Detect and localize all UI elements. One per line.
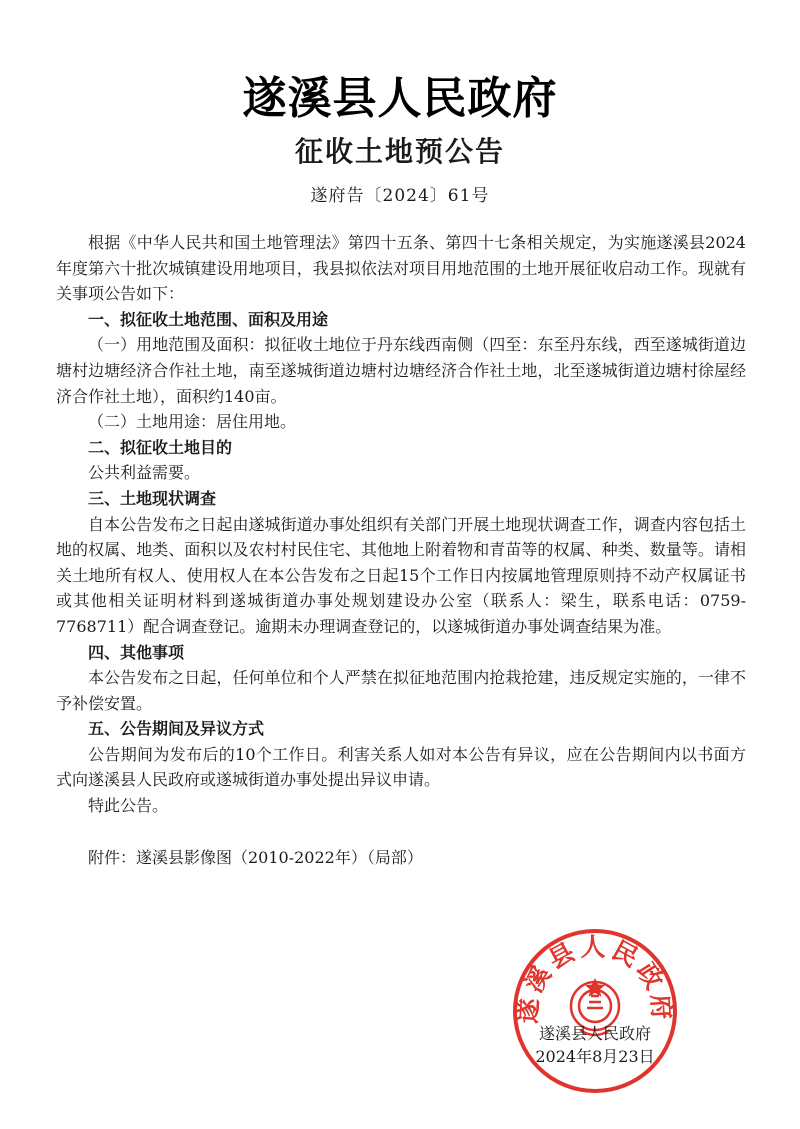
section-heading: 四、其他事项 [88, 642, 185, 662]
document-number: 遂府告〔2024〕61号 [310, 186, 490, 206]
section-heading: 三、土地现状调查 [88, 488, 217, 508]
signature-organization: 遂溪县人民政府 [538, 1024, 651, 1043]
seal-text: 遂溪县人民政府 [513, 932, 677, 1025]
body-paragraph: 公告期间为发布后的10个工作日。利害关系人如对本公告有异议，应在公告期间内以书面方式向遂溪县人民政府或遂城街道办事处提出异议申请。 [56, 744, 746, 790]
body-paragraph: （一）用地范围及面积：拟征收土地位于丹东线西南侧（四至：东至丹东线，西至遂城街道边塘村边塘经济合作社土地，南至遂城街道边塘村边塘经济合作社土地，北至遂城街道边塘村徐屋经济合作社土地），面积约140亩。 [56, 335, 746, 406]
body-paragraph: 公共利益需要。 [88, 463, 201, 483]
document-body [56, 230, 746, 870]
body-paragraph: 自本公告发布之日起由遂城街道办事处组织有关部门开展土地现状调查工作，调查内容包括土地的权属、地类、面积以及农村村民住宅、其他地上附着物和青苗等的权属、种类、数量等。请相关土地所有权人、使用权人在本公告发布之日起15个工作日内按属地管理原则持不动产权属证书或其他相关证明材料到遂城街道办事处规划建设办公室（联系人：梁生，联系电话：0759-7768711）配合调查登记。逾期未办理调查登记的，以遂城街道办事处调查结果为准。 [56, 514, 746, 636]
intro-paragraph: 根据《中华人民共和国土地管理法》第四十五条、第四十七条相关规定，为实施遂溪县2024年度第六十批次城镇建设用地项目，我县拟依法对项目用地范围的土地开展征收启动工作。现就有关事项公告如下： [56, 233, 746, 304]
section-heading: 二、拟征收土地目的 [88, 437, 233, 457]
section-heading: 五、公告期间及异议方式 [88, 719, 265, 739]
body-paragraph: 本公告发布之日起，任何单位和个人严禁在拟征地范围内抢栽抢建，违反规定实施的，一律不予补偿安置。 [56, 668, 746, 713]
body-paragraph: （二）土地用途：居住用地。 [88, 412, 297, 432]
attachment-note: 附件：遂溪县影像图（2010-2022年）（局部） [88, 847, 423, 867]
signature-block [500, 1022, 690, 1068]
document-title: 征收土地预公告 [294, 135, 505, 168]
issuing-organization-header: 遂溪县人民政府 [242, 73, 558, 124]
official-seal-icon [510, 926, 680, 1096]
signature-date: 2024年8月23日 [535, 1047, 655, 1066]
section-heading: 一、拟征收土地范围、面积及用途 [88, 309, 329, 329]
closing-paragraph: 特此公告。 [88, 796, 169, 816]
